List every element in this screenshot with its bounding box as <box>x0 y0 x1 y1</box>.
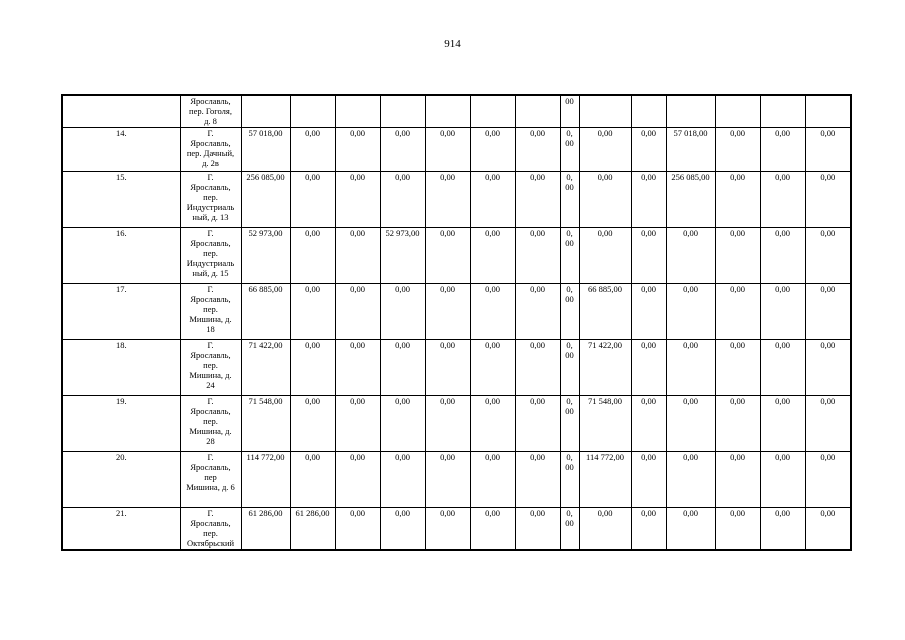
amount-cell: 0,00 <box>760 508 805 551</box>
amount-cell: 0,00 <box>515 284 560 340</box>
amount-cell: 0,00 <box>515 228 560 284</box>
table-row <box>62 228 851 284</box>
amount-cell: 0,00 <box>470 508 515 551</box>
amount-cell: 0,00 <box>470 172 515 228</box>
amount-cell <box>380 95 425 128</box>
amount-cell: 0,00 <box>666 452 715 508</box>
amount-cell: 71 548,00 <box>579 396 631 452</box>
row-number-cell: 16. <box>62 228 180 284</box>
amount-cell: 0, 00 <box>560 284 579 340</box>
amount-cell <box>335 95 380 128</box>
amount-cell: 0,00 <box>666 228 715 284</box>
register-table <box>61 94 852 551</box>
address-cell <box>180 284 241 340</box>
amount-cell: 0,00 <box>380 340 425 396</box>
amount-cell: 57 018,00 <box>241 128 290 172</box>
amount-cell: 0,00 <box>290 228 335 284</box>
amount-cell: 0,00 <box>515 508 560 551</box>
address-cell <box>180 396 241 452</box>
table-row <box>62 284 851 340</box>
address-cell <box>180 340 241 396</box>
amount-cell: 0,00 <box>666 396 715 452</box>
address-line: Г. <box>207 340 214 350</box>
address-cell <box>180 128 241 172</box>
amount-cell: 0,00 <box>425 340 470 396</box>
amount-cell: 0,00 <box>579 508 631 551</box>
amount-cell: 0,00 <box>631 340 666 396</box>
address-cell <box>180 172 241 228</box>
address-line: Мишина, д. <box>189 370 232 380</box>
amount-cell: 0,00 <box>380 284 425 340</box>
amount-cell: 0,00 <box>290 128 335 172</box>
amount-cell: 0, 00 <box>560 452 579 508</box>
address-cell <box>180 228 241 284</box>
row-number-cell: 21. <box>62 508 180 551</box>
amount-cell: 0,00 <box>380 128 425 172</box>
address-line: д. 2в <box>202 158 219 168</box>
address-line: Мишина, д. <box>189 426 232 436</box>
row-number-cell: 17. <box>62 284 180 340</box>
address-line: пер <box>204 472 217 482</box>
amount-cell: 0,00 <box>805 284 851 340</box>
amount-cell: 256 085,00 <box>241 172 290 228</box>
address-line: Индустриаль <box>186 202 235 212</box>
amount-cell: 0,00 <box>470 396 515 452</box>
amount-cell <box>425 95 470 128</box>
amount-cell: 0,00 <box>470 340 515 396</box>
amount-cell: 0, 00 <box>560 128 579 172</box>
address-line: Г. <box>207 228 214 238</box>
address-cell <box>180 452 241 508</box>
amount-cell: 0,00 <box>760 396 805 452</box>
amount-cell: 0,00 <box>380 172 425 228</box>
address-line: ный, д. 15 <box>192 268 229 278</box>
amount-cell: 0,00 <box>805 128 851 172</box>
address-line: Ярославль, <box>190 96 231 106</box>
address-line: Ярославль, <box>190 462 231 472</box>
amount-cell: 0,00 <box>425 284 470 340</box>
amount-cell: 0,00 <box>805 452 851 508</box>
amount-cell <box>290 95 335 128</box>
amount-cell: 0,00 <box>425 128 470 172</box>
amount-cell: 0,00 <box>579 228 631 284</box>
row-number-cell: 18. <box>62 340 180 396</box>
amount-cell <box>470 95 515 128</box>
amount-cell: 0,00 <box>335 284 380 340</box>
address-line: Ярославль, <box>190 406 231 416</box>
address-line: Г. <box>207 172 214 182</box>
address-line: пер. Дачный, <box>186 148 235 158</box>
amount-cell: 0,00 <box>515 452 560 508</box>
address-line: 28 <box>206 436 215 446</box>
table-row <box>62 396 851 452</box>
amount-cell <box>241 95 290 128</box>
amount-cell: 0,00 <box>760 228 805 284</box>
amount-cell: 0,00 <box>290 284 335 340</box>
row-number-cell: 20. <box>62 452 180 508</box>
amount-cell: 114 772,00 <box>579 452 631 508</box>
amount-cell <box>666 95 715 128</box>
address-line: Ярославль, <box>190 238 231 248</box>
address-line: Г. <box>207 396 214 406</box>
row-number-cell: 15. <box>62 172 180 228</box>
address-line: Г. <box>207 508 214 518</box>
address-line: д. 8 <box>204 116 217 126</box>
amount-cell: 256 085,00 <box>666 172 715 228</box>
address-line: пер. <box>203 528 218 538</box>
amount-cell <box>760 95 805 128</box>
amount-cell: 0,00 <box>470 228 515 284</box>
amount-cell: 0,00 <box>380 452 425 508</box>
address-line: Мишина, д. <box>189 314 232 324</box>
address-line: 18 <box>206 324 215 334</box>
address-cell <box>180 508 241 551</box>
address-line: 24 <box>206 380 215 390</box>
amount-cell: 0,00 <box>335 452 380 508</box>
amount-cell: 0,00 <box>579 172 631 228</box>
address-line: Ярославль, <box>190 182 231 192</box>
table-row <box>62 508 851 551</box>
amount-cell: 57 018,00 <box>666 128 715 172</box>
amount-cell: 0,00 <box>760 452 805 508</box>
address-line: пер. Гоголя, <box>189 106 232 116</box>
amount-cell: 0,00 <box>515 340 560 396</box>
amount-cell: 0,00 <box>715 172 760 228</box>
amount-cell: 0,00 <box>631 172 666 228</box>
amount-cell: 0,00 <box>715 340 760 396</box>
amount-cell: 0,00 <box>425 172 470 228</box>
amount-cell: 0,00 <box>470 452 515 508</box>
address-line: пер. <box>203 192 218 202</box>
amount-cell: 0,00 <box>805 172 851 228</box>
amount-cell: 0,00 <box>631 228 666 284</box>
table-row <box>62 95 851 128</box>
amount-cell: 66 885,00 <box>579 284 631 340</box>
address-line: пер. <box>203 360 218 370</box>
amount-cell: 0,00 <box>425 452 470 508</box>
address-line: пер. <box>203 248 218 258</box>
amount-cell: 0,00 <box>290 452 335 508</box>
address-line: Г. <box>207 128 214 138</box>
amount-cell: 0,00 <box>715 128 760 172</box>
amount-cell: 0,00 <box>335 228 380 284</box>
amount-cell: 0,00 <box>290 172 335 228</box>
amount-cell: 0,00 <box>290 340 335 396</box>
amount-cell: 0,00 <box>335 172 380 228</box>
amount-cell <box>805 95 851 128</box>
amount-cell: 52 973,00 <box>241 228 290 284</box>
amount-cell: 0,00 <box>631 452 666 508</box>
amount-cell: 0, 00 <box>560 228 579 284</box>
amount-cell: 0,00 <box>805 228 851 284</box>
amount-cell: 0,00 <box>631 128 666 172</box>
amount-cell: 0,00 <box>515 128 560 172</box>
amount-cell: 71 548,00 <box>241 396 290 452</box>
amount-cell: 0,00 <box>470 284 515 340</box>
address-line: пер. <box>203 304 218 314</box>
amount-cell: 0,00 <box>335 396 380 452</box>
address-line: Индустриаль <box>186 258 235 268</box>
row-number-cell <box>62 95 180 128</box>
amount-cell <box>631 95 666 128</box>
amount-cell: 0,00 <box>335 508 380 551</box>
amount-cell: 61 286,00 <box>241 508 290 551</box>
amount-cell: 0,00 <box>290 396 335 452</box>
amount-cell: 0,00 <box>470 128 515 172</box>
address-line: Мишина, д. 6 <box>186 482 235 492</box>
table-row <box>62 340 851 396</box>
amount-cell: 114 772,00 <box>241 452 290 508</box>
amount-cell: 0, 00 <box>560 508 579 551</box>
address-line: ный, д. 13 <box>192 212 229 222</box>
amount-cell: 0,00 <box>715 452 760 508</box>
amount-cell: 0,00 <box>715 396 760 452</box>
address-line: Ярославль, <box>190 294 231 304</box>
amount-cell: 61 286,00 <box>290 508 335 551</box>
amount-cell: 0,00 <box>805 396 851 452</box>
row-number-cell: 14. <box>62 128 180 172</box>
table-body <box>62 95 851 550</box>
amount-cell: 0,00 <box>579 128 631 172</box>
amount-cell: 66 885,00 <box>241 284 290 340</box>
amount-cell: 0,00 <box>715 284 760 340</box>
address-line: Ярославль, <box>190 350 231 360</box>
amount-cell: 0,00 <box>715 508 760 551</box>
amount-cell: 0,00 <box>380 396 425 452</box>
amount-cell: 71 422,00 <box>241 340 290 396</box>
amount-cell: 0,00 <box>760 340 805 396</box>
amount-cell: 0,00 <box>631 396 666 452</box>
amount-cell: 0,00 <box>805 508 851 551</box>
address-line: Ярославль, <box>190 518 231 528</box>
row-number-cell: 19. <box>62 396 180 452</box>
amount-cell: 0,00 <box>666 340 715 396</box>
amount-cell: 0,00 <box>666 284 715 340</box>
table-row <box>62 172 851 228</box>
amount-cell: 0,00 <box>631 508 666 551</box>
amount-cell: 0,00 <box>335 340 380 396</box>
amount-cell: 0,00 <box>715 228 760 284</box>
amount-cell: 0,00 <box>515 396 560 452</box>
address-line: пер. <box>203 416 218 426</box>
amount-cell: 0,00 <box>515 172 560 228</box>
amount-cell: 0,00 <box>425 508 470 551</box>
table-row <box>62 452 851 508</box>
amount-cell: 0,00 <box>760 284 805 340</box>
address-cell <box>180 95 241 128</box>
amount-cell: 0,00 <box>666 508 715 551</box>
address-line: Г. <box>207 284 214 294</box>
amount-cell: 0,00 <box>380 508 425 551</box>
page-number: 914 <box>444 38 461 50</box>
amount-cell: 0,00 <box>335 128 380 172</box>
amount-cell: 0,00 <box>425 228 470 284</box>
table-row <box>62 128 851 172</box>
amount-cell: 0,00 <box>425 396 470 452</box>
amount-cell: 71 422,00 <box>579 340 631 396</box>
amount-cell: 52 973,00 <box>380 228 425 284</box>
address-line: Октябрьский <box>186 538 235 548</box>
amount-cell <box>715 95 760 128</box>
amount-cell: 0, 00 <box>560 340 579 396</box>
address-line: Ярославль, <box>190 138 231 148</box>
amount-cell: 0,00 <box>805 340 851 396</box>
amount-cell: 0,00 <box>760 172 805 228</box>
address-line: Г. <box>207 452 214 462</box>
amount-cell: 0, 00 <box>560 396 579 452</box>
amount-cell <box>579 95 631 128</box>
amount-cell: 0, 00 <box>560 172 579 228</box>
amount-cell <box>515 95 560 128</box>
amount-cell: 00 <box>560 95 579 128</box>
amount-cell: 0,00 <box>760 128 805 172</box>
amount-cell: 0,00 <box>631 284 666 340</box>
